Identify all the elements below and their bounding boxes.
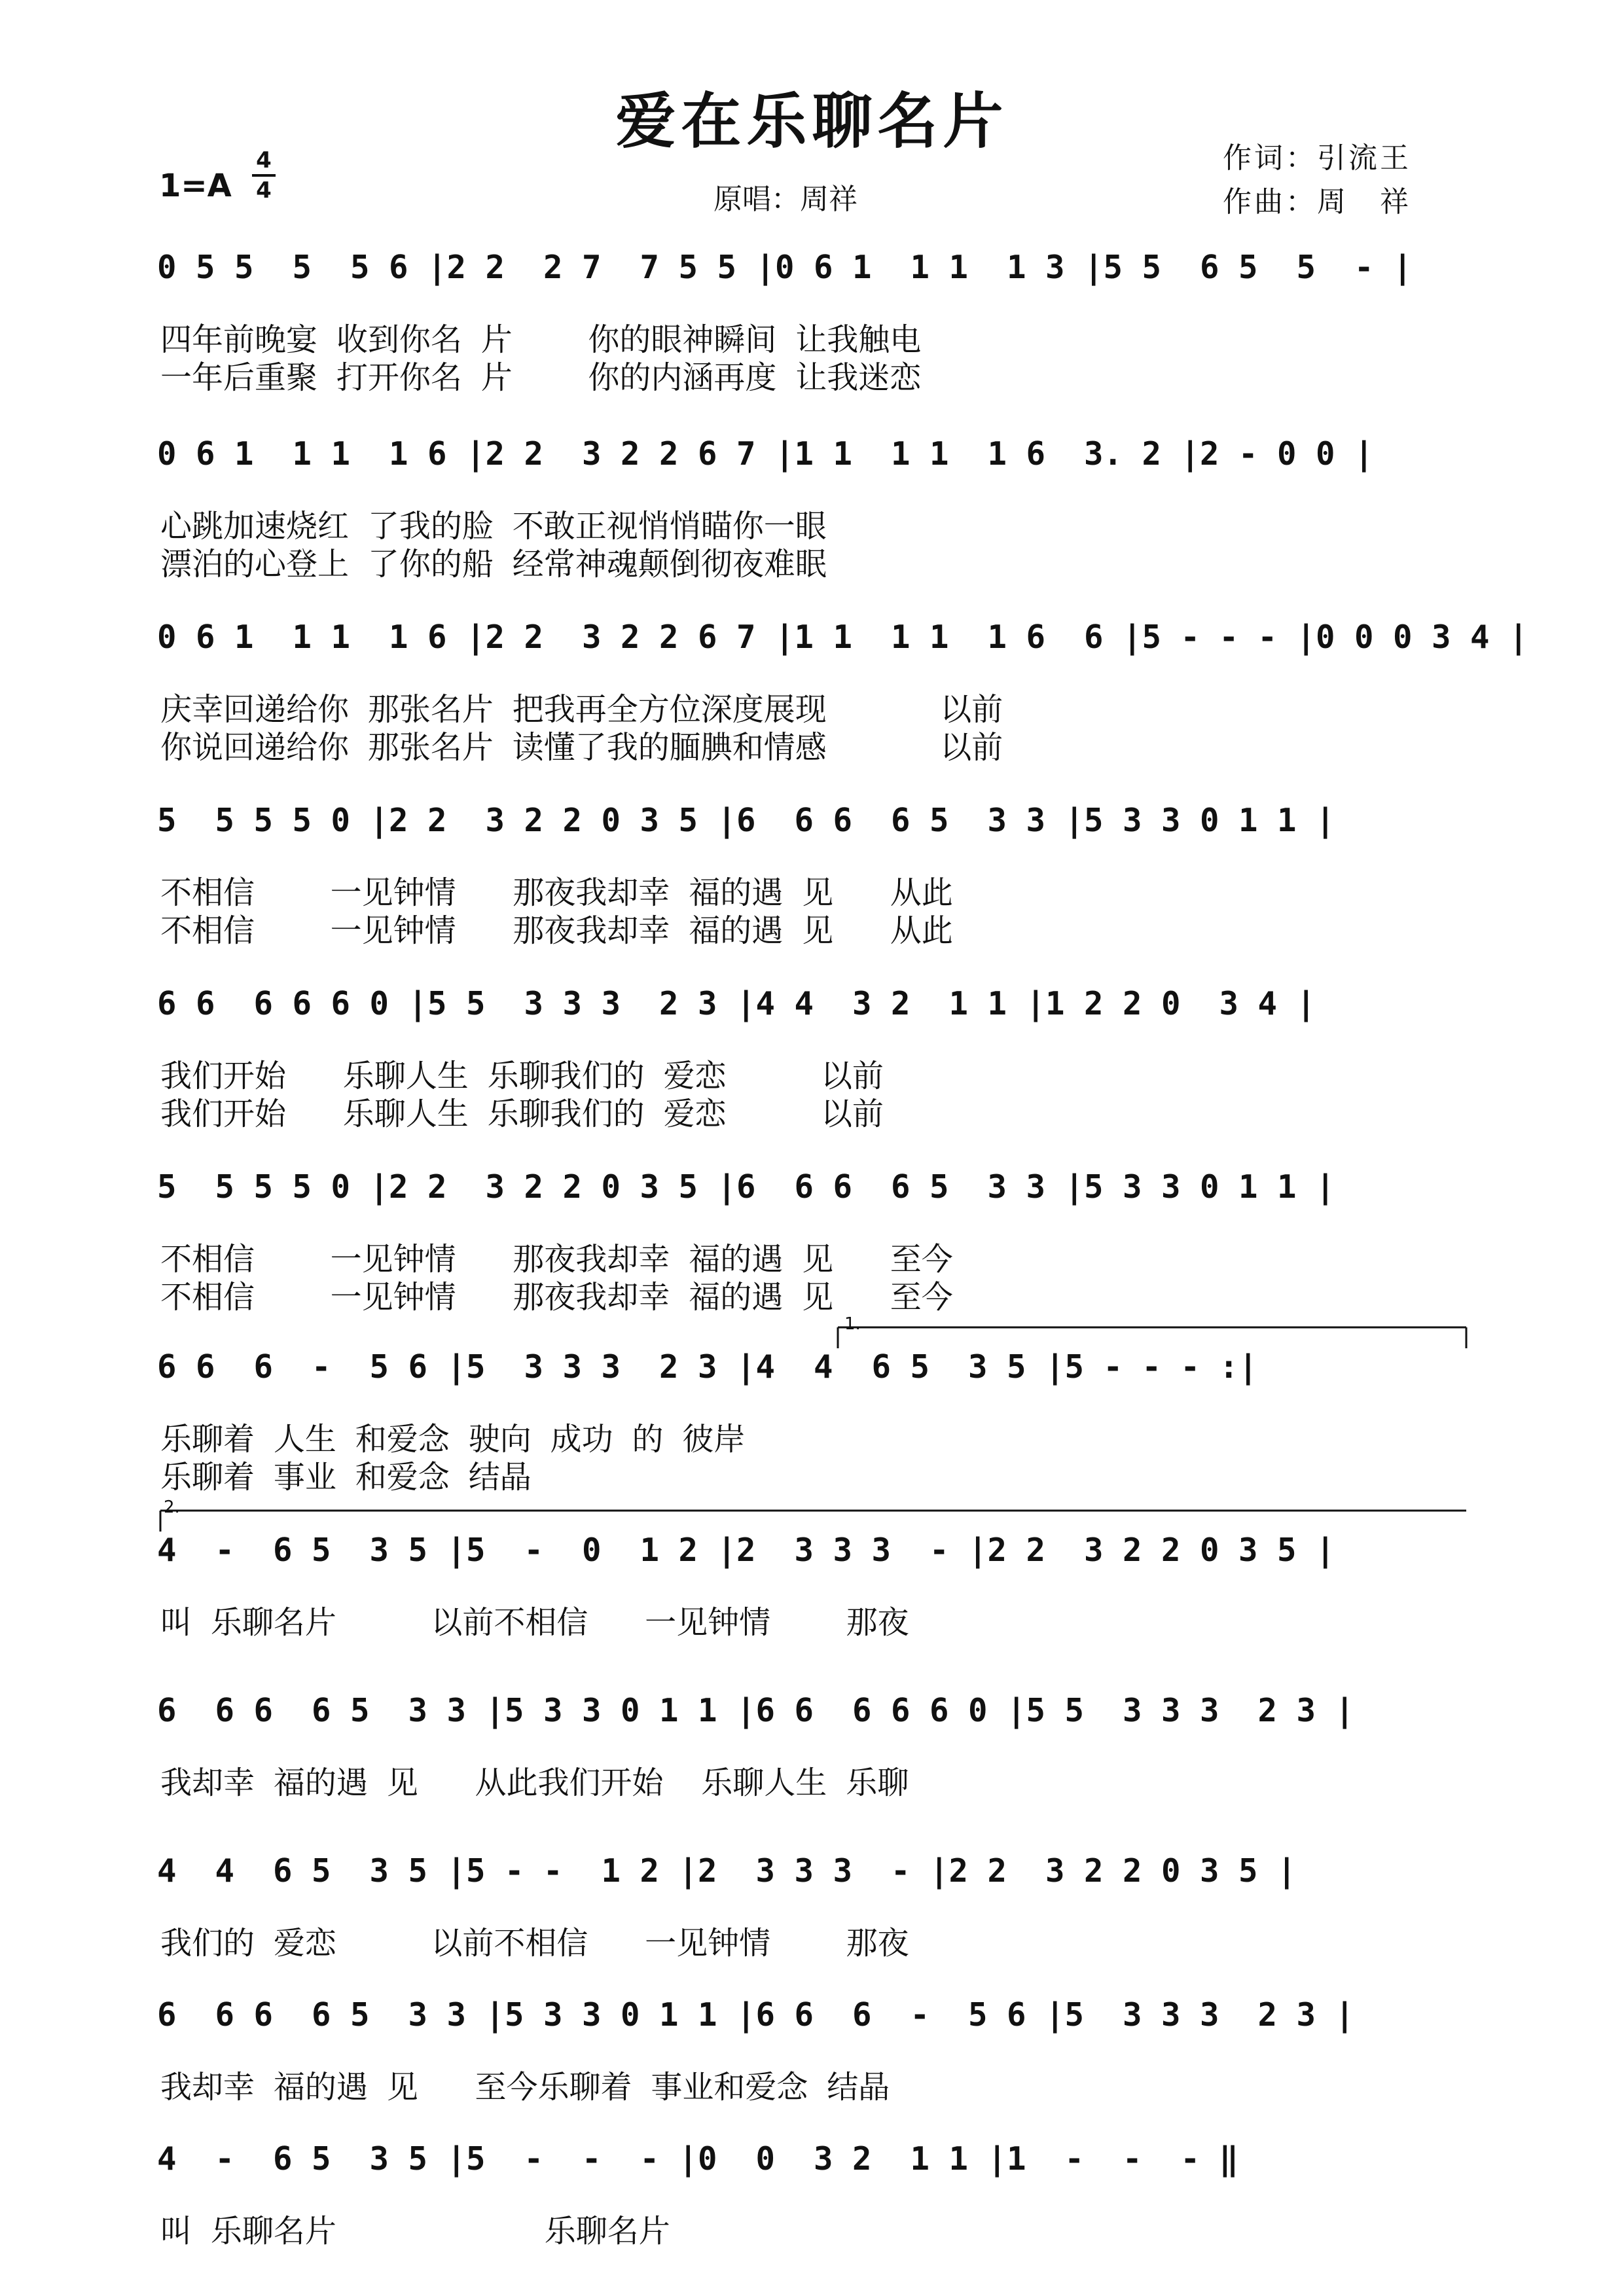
notation-line: 4 - 6 5 3 5 |5 - - - |0 0 3 2 1 1 |1 - - - ‖	[157, 2140, 1239, 2178]
lyric-line: 乐聊着 事业 和爱念 结晶	[160, 1459, 532, 1496]
lyric-line: 不相信 一见钟情 那夜我却幸 福的遇 见 从此	[160, 874, 953, 911]
lyric-line: 你说回递给你 那张名片 读懂了我的腼腆和情感 以前	[160, 729, 1003, 766]
lyric-line: 心跳加速烧红 了我的脸 不敢正视悄悄瞄你一眼	[160, 508, 827, 545]
volta-label: 1.	[844, 1314, 861, 1334]
lyric-line: 一年后重聚 打开你名 片 你的内涵再度 让我迷恋	[160, 359, 922, 396]
lyric-line: 我们的 爱恋 以前不相信 一见钟情 那夜	[160, 1925, 909, 1962]
notation-line: 6 6 6 6 5 3 3 |5 3 3 0 1 1 |6 6 6 6 6 0 |5 5 3 3 3 2 3 |	[157, 1692, 1355, 1729]
lyric-line: 叫 乐聊名片 以前不相信 一见钟情 那夜	[160, 1604, 909, 1641]
notation-line: 6 6 6 6 6 0 |5 5 3 3 3 2 3 |4 4 3 2 1 1 |1 2 2 0 3 4 |	[157, 985, 1316, 1022]
composer-credit: 作曲：周 祥	[1223, 185, 1411, 219]
lyric-line: 叫 乐聊名片 乐聊名片	[160, 2213, 670, 2250]
time-sig-denominator: 4	[256, 177, 272, 204]
lyric-line: 我们开始 乐聊人生 乐聊我们的 爱恋 以前	[160, 1058, 884, 1094]
notation-line: 0 6 1 1 1 1 6 |2 2 3 2 2 6 7 |1 1 1 1 1 6 6 |5 - - - |0 0 0 3 4 |	[157, 619, 1528, 656]
lyric-line: 庆幸回递给你 那张名片 把我再全方位深度展现 以前	[160, 691, 1003, 728]
notation-line: 6 6 6 - 5 6 |5 3 3 3 2 3 |4 4 6 5 3 5 |5 - - - :|	[157, 1348, 1258, 1386]
notation-line: 5 5 5 5 0 |2 2 3 2 2 0 3 5 |6 6 6 6 5 3 3 |5 3 3 0 1 1 |	[157, 1168, 1335, 1206]
volta-label: 2.	[164, 1498, 180, 1517]
notation-line: 4 4 6 5 3 5 |5 - - 1 2 |2 3 3 3 - |2 2 3 2 2 0 3 5 |	[157, 1852, 1297, 1890]
lyric-line: 我却幸 福的遇 见 至今乐聊着 事业和爱念 结晶	[160, 2069, 890, 2106]
notation-line: 6 6 6 6 5 3 3 |5 3 3 0 1 1 |6 6 6 - 5 6 |5 3 3 3 2 3 |	[157, 1996, 1355, 2034]
lyric-line: 不相信 一见钟情 那夜我却幸 福的遇 见 至今	[160, 1241, 953, 1278]
lyric-line: 四年前晚宴 收到你名 片 你的眼神瞬间 让我触电	[160, 321, 922, 358]
notation-line: 4 - 6 5 3 5 |5 - 0 1 2 |2 3 3 3 - |2 2 3 2 2 0 3 5 |	[157, 1532, 1335, 1569]
page-title: 爱在乐聊名片	[615, 86, 1009, 156]
lyric-line: 不相信 一见钟情 那夜我却幸 福的遇 见 至今	[160, 1279, 953, 1316]
lyricist-credit: 作词：引流王	[1223, 141, 1411, 175]
lyric-line: 漂泊的心登上 了你的船 经常神魂颠倒彻夜难眠	[160, 546, 827, 583]
time-sig-numerator: 4	[256, 147, 272, 173]
lyric-line: 我却幸 福的遇 见 从此我们开始 乐聊人生 乐聊	[160, 1765, 909, 1801]
lyric-line: 不相信 一见钟情 那夜我却幸 福的遇 见 从此	[160, 912, 953, 949]
key-signature: 1=A	[159, 168, 232, 204]
notation-line: 0 5 5 5 5 6 |2 2 2 7 7 5 5 |0 6 1 1 1 1 3 |5 5 6 5 5 - |	[157, 249, 1413, 286]
lyric-line: 我们开始 乐聊人生 乐聊我们的 爱恋 以前	[160, 1096, 884, 1132]
notation-line: 0 6 1 1 1 1 6 |2 2 3 2 2 6 7 |1 1 1 1 1 6 3. 2 |2 - 0 0 |	[157, 435, 1374, 473]
original-singer: 原唱：周祥	[713, 183, 857, 216]
notation-line: 5 5 5 5 0 |2 2 3 2 2 0 3 5 |6 6 6 6 5 3 3 |5 3 3 0 1 1 |	[157, 802, 1335, 839]
lyric-line: 乐聊着 人生 和爱念 驶向 成功 的 彼岸	[160, 1421, 746, 1458]
